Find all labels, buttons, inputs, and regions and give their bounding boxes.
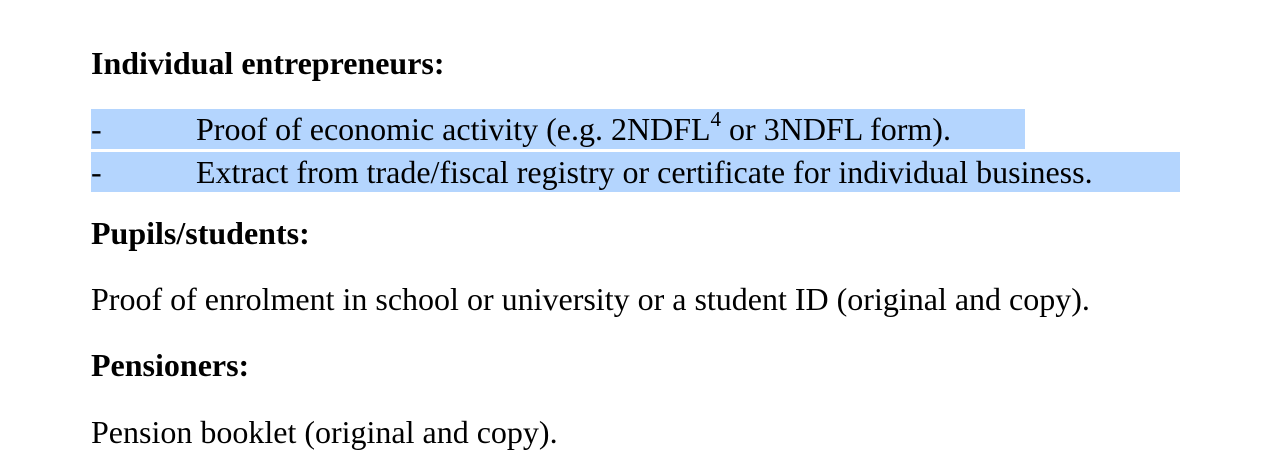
- heading-pupils-students: Pupils/students:: [91, 215, 310, 251]
- bullet-marker: -: [91, 154, 102, 190]
- bullet-marker: -: [91, 111, 102, 147]
- paragraph-pension-booklet: Pension booklet (original and copy).: [91, 414, 558, 450]
- bullet-text-extract-from-registry: Extract from trade/fiscal registry or certificate for individual business.: [196, 154, 1093, 190]
- bullet-text-proof-of-economic-activity: [196, 109, 951, 149]
- heading-individual-entrepreneurs: Individual entrepreneurs:: [91, 45, 445, 81]
- paragraph-students-proof: Proof of enrolment in school or university or a student ID (original and copy).: [91, 281, 1090, 317]
- heading-pensioners: Pensioners:: [91, 347, 250, 383]
- footnote-reference[interactable]: 4: [710, 107, 722, 132]
- bullet-text-part: Proof of economic activity (e.g. 2NDFL: [196, 111, 711, 147]
- bullet-text-part: or 3NDFL form).: [721, 111, 951, 147]
